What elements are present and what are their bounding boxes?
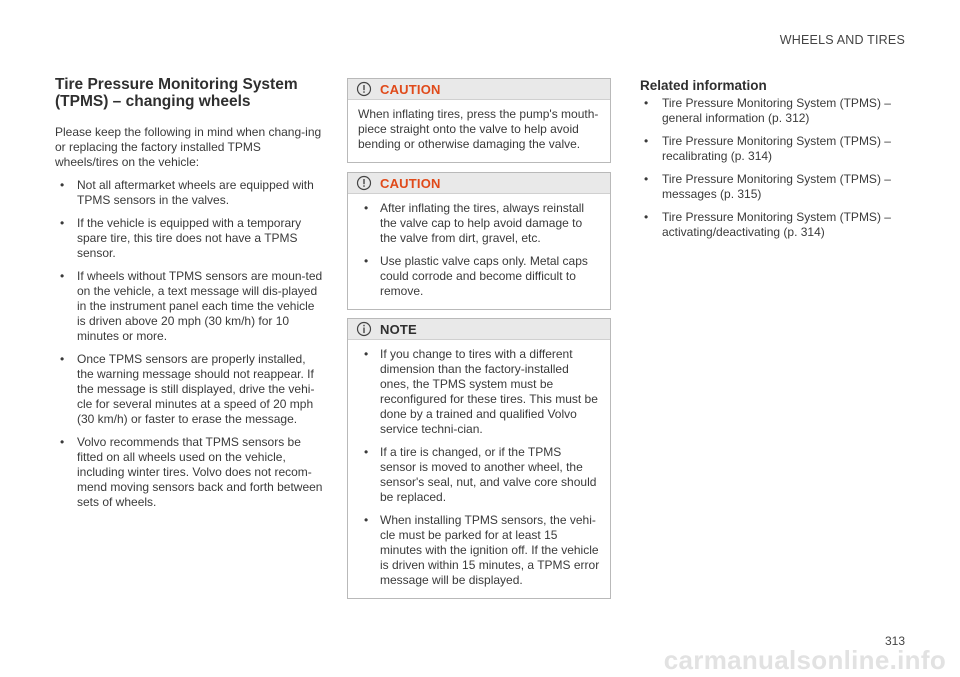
warning-circle-icon <box>356 81 372 97</box>
caution-header <box>348 79 610 100</box>
caution-header <box>348 173 610 194</box>
bullet-icon: • <box>364 513 369 527</box>
note-body <box>348 340 610 598</box>
caution-box-valve-cap <box>347 172 611 310</box>
related-link[interactable]: • Tire Pressure Monitoring System (TPMS) – recalibrating (p. 314) <box>644 134 891 163</box>
list-item: • If wheels without TPMS sensors are moun-ted on the vehicle, a text message will dis-played in the instrument panel each time the vehicle is driven above 20 mph (30 km/h) for 10 minutes or more. <box>60 269 323 343</box>
bullet-icon: • <box>60 178 65 192</box>
related-link[interactable]: • Tire Pressure Monitoring System (TPMS) – messages (p. 315) <box>644 172 891 201</box>
list-item: • If the vehicle is equipped with a temporary spare tire, this tire does not have a TPMS sensor. <box>60 216 302 260</box>
related-list <box>640 96 900 240</box>
warning-circle-icon <box>356 175 372 191</box>
note-label: NOTE <box>380 321 417 337</box>
bullet-icon: • <box>60 269 65 283</box>
bullet-icon: • <box>60 352 65 366</box>
watermark: carmanualsonline.info <box>663 645 946 675</box>
list-item: • Not all aftermarket wheels are equipped with TPMS sensors in the valves. <box>60 178 314 207</box>
list-item: • Use plastic valve caps only. Metal caps could corrode and become difficult to remove. <box>364 254 588 298</box>
related-link[interactable]: • Tire Pressure Monitoring System (TPMS) – general information (p. 312) <box>644 96 891 125</box>
list-item: • After inflating the tires, always reinstall the valve cap to help avoid damage to the valve from dirt, gravel, etc. <box>364 201 585 245</box>
caution-label: CAUTION <box>380 81 441 97</box>
list-item: • If a tire is changed, or if the TPMS sensor is moved to another wheel, the sensor's seal, nut, and valve core should be replaced. <box>364 445 597 504</box>
caution-list <box>358 201 600 299</box>
list-item: • Volvo recommends that TPMS sensors be fitted on all wheels used on the vehicle, including winter tires. Volvo does not recom-mend moving sensors back and forth between sets of wheels. <box>60 435 323 509</box>
page-title: Tire Pressure Monitoring System (TPMS) – changing wheels <box>55 76 298 110</box>
caution-body <box>348 194 610 309</box>
bullet-icon: • <box>364 201 369 215</box>
bullet-icon: • <box>644 96 649 110</box>
info-icon <box>356 321 372 337</box>
main-article <box>55 76 323 518</box>
note-box <box>347 318 611 599</box>
main-bullet-list <box>55 178 323 510</box>
note-list <box>358 347 600 588</box>
list-item: • If you change to tires with a different dimension than the factory-installed ones, the TPMS system must be reconfigured for these tires. This must be done by a trained and qualified Volvo service techni-cian. <box>364 347 598 436</box>
note-header <box>348 319 610 340</box>
bullet-icon: • <box>644 172 649 186</box>
bullet-icon: • <box>60 216 65 230</box>
section-header: WHEELS AND TIRES <box>779 33 905 47</box>
caution-body <box>348 100 610 162</box>
caution-label: CAUTION <box>380 175 441 191</box>
bullet-icon: • <box>364 347 369 361</box>
bullet-icon: • <box>60 435 65 449</box>
bullet-icon: • <box>644 210 649 224</box>
list-item: • When installing TPMS sensors, the vehi-cle must be parked for at least 15 minutes with the ignition off. If the vehicle is driven within 15 minutes, a TPMS error message will be displayed. <box>364 513 600 587</box>
related-link[interactable]: • Tire Pressure Monitoring System (TPMS) – activating/deactivating (p. 314) <box>644 210 891 239</box>
bullet-icon: • <box>644 134 649 148</box>
bullet-icon: • <box>364 445 369 459</box>
related-information <box>640 78 900 248</box>
page-number: 313 <box>884 634 905 648</box>
caution-box-valve <box>347 78 611 163</box>
intro-paragraph: Please keep the following in mind when chang-ing or replacing the factory installed TPMS wheels/tires on the vehicle: <box>55 125 322 169</box>
bullet-icon: • <box>364 254 369 268</box>
list-item: • Once TPMS sensors are properly installed, the warning message should not reappear. If the message is still displayed, drive the vehi-cle for several minutes at a speed of 20 mph (30 km/h) or faster to erase the message. <box>60 352 315 426</box>
related-title: Related information <box>640 78 767 93</box>
caution-text: When inflating tires, press the pump's mouth-piece straight onto the valve to help avoid bending or otherwise damaging the valve. <box>358 107 599 151</box>
